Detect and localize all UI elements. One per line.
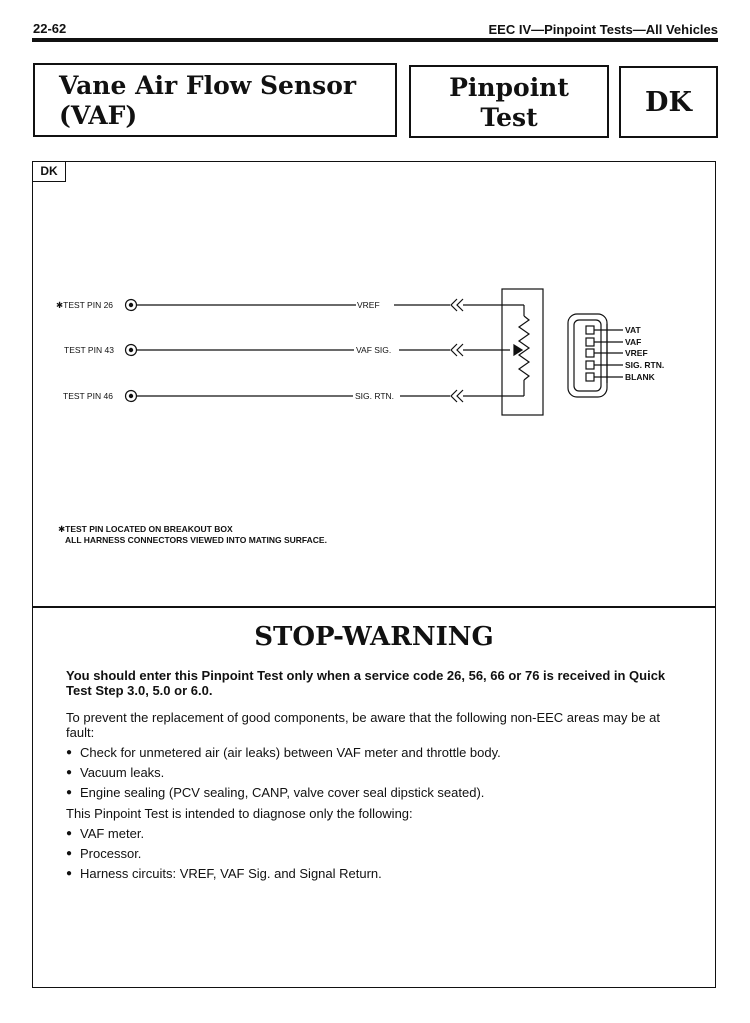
- page-number: 22-62: [33, 21, 67, 36]
- pinpoint-test-line2: Test: [480, 103, 538, 132]
- wire-label-vaf-sig: VAF SIG.: [356, 345, 392, 355]
- footnote-line1: ✱TEST PIN LOCATED ON BREAKOUT BOX: [58, 524, 233, 534]
- list-item: ● Engine sealing (PCV sealing, CANP, valve cover seal dipstick seated).: [66, 785, 676, 800]
- connector-pin-label: VREF: [625, 348, 648, 358]
- diagnose-intro: This Pinpoint Test is intended to diagnose only the following:: [66, 806, 413, 821]
- component-title-line1: Vane Air Flow Sensor: [59, 71, 357, 100]
- connector-pin-label: VAT: [625, 325, 641, 335]
- pinpoint-test-line1: Pinpoint: [449, 73, 569, 102]
- list-item: ● Vacuum leaks.: [66, 765, 676, 780]
- wire-label-sig-rtn: SIG. RTN.: [355, 391, 395, 401]
- list-item: ● Processor.: [66, 846, 676, 861]
- test-pin-43-label: TEST PIN 43: [64, 345, 114, 355]
- footnote-line2: ALL HARNESS CONNECTORS VIEWED INTO MATING SURFACE.: [65, 535, 327, 545]
- warning-title: STOP-WARNING: [254, 622, 494, 652]
- test-pin-46-label: TEST PIN 46: [63, 391, 113, 401]
- warning-bold-text: You should enter this Pinpoint Test only when a service code 26, 56, 66 or 76 is received in Quick Test Step 3.0, 5.0 or 6.0.: [66, 668, 666, 698]
- list-item: ● Harness circuits: VREF, VAF Sig. and Signal Return.: [66, 866, 676, 881]
- list-item: ● VAF meter.: [66, 826, 676, 841]
- resistor-symbol: [519, 316, 529, 380]
- wire-label-vref: VREF: [357, 300, 380, 310]
- connector-pin-label: SIG. RTN.: [625, 360, 665, 370]
- connector-pins: [586, 324, 623, 383]
- connector-pin-label: BLANK: [625, 372, 655, 382]
- component-title-line2: (VAF): [59, 101, 138, 130]
- test-code-box: DK: [619, 66, 718, 138]
- diagram-tag: DK: [32, 161, 66, 182]
- warning-intro: To prevent the replacement of good components, be aware that the following non-EEC areas may be at fault:: [66, 710, 661, 740]
- warning-content: [66, 668, 676, 886]
- connector-pin-label: VAF: [625, 337, 642, 347]
- diagram-footnote: [58, 524, 327, 546]
- list-item: ● Check for unmetered air (air leaks) between VAF meter and throttle body.: [66, 745, 676, 760]
- section-title: EEC IV—Pinpoint Tests—All Vehicles: [488, 22, 718, 37]
- test-pin-26-label: ✱TEST PIN 26: [56, 300, 114, 310]
